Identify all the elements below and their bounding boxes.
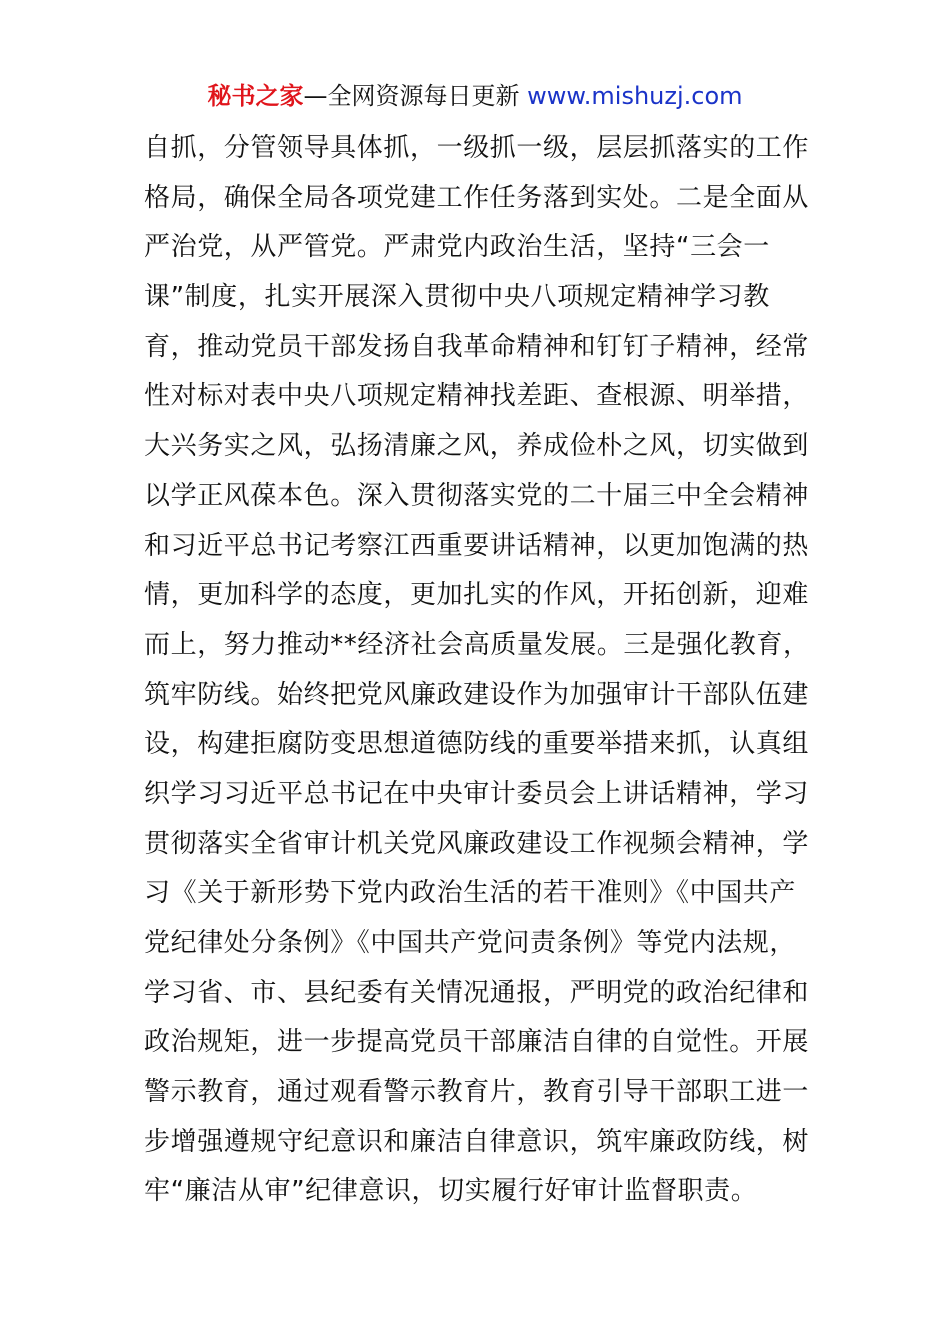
text-line: 格局，确保全局各项党建工作任务落到实处。二是全面从 <box>144 182 810 213</box>
text-line: 筑牢防线。始终把党风廉政建设作为加强审计干部队伍建 <box>144 679 810 710</box>
text-line: 党纪律处分条例》《中国共产党问责条例》等党内法规， <box>144 928 797 958</box>
text-line: 学习省、市、县纪委有关情况通报，严明党的政治纪律和 <box>144 977 810 1008</box>
text-line: 以学正风葆本色。深入贯彻落实党的二十届三中全会精神 <box>144 480 810 511</box>
text-line: 织学习习近平总书记在中央审计委员会上讲话精神，学习 <box>144 778 810 809</box>
text-line: 政治规矩，进一步提高党员干部廉洁自律的自觉性。开展 <box>144 1027 810 1058</box>
header-tagline: —全网资源每日更新 <box>303 82 528 110</box>
header-url[interactable]: www.mishuzj.com <box>527 82 743 110</box>
text-line: 步增强遵规守纪意识和廉洁自律意识，筑牢廉政防线，树 <box>144 1126 810 1157</box>
document-body <box>144 124 808 1217</box>
text-line: 大兴务实之风，弘扬清廉之风，养成俭朴之风，切实做到 <box>144 431 810 462</box>
text-line: 设，构建拒腐防变思想道德防线的重要举措来抓，认真组 <box>144 729 810 760</box>
text-line: 情，更加科学的态度，更加扎实的作风，开拓创新，迎难 <box>144 580 810 611</box>
text-line: 贯彻落实全省审计机关党风廉政建设工作视频会精神，学 <box>144 828 810 859</box>
text-line: 警示教育，通过观看警示教育片，教育引导干部职工进一 <box>144 1077 810 1108</box>
text-line: 育，推动党员干部发扬自我革命精神和钉钉子精神，经常 <box>144 331 810 362</box>
page-header <box>0 80 950 112</box>
text-line: 严治党，从严管党。严肃党内政治生活，坚持“三会一 <box>144 232 770 263</box>
text-line: 而上，努力推动**经济社会高质量发展。三是强化教育， <box>144 629 810 660</box>
header-brand: 秘书之家 <box>207 82 304 110</box>
text-line: 性对标对表中央八项规定精神找差距、查根源、明举措， <box>144 381 810 412</box>
text-line: 牢“廉洁从审”纪律意识，切实履行好审计监督职责。 <box>144 1176 758 1207</box>
text-line: 自抓，分管领导具体抓，一级抓一级，层层抓落实的工作 <box>144 133 810 163</box>
text-line: 习《关于新形势下党内政治生活的若干准则》《中国共产 <box>144 878 797 909</box>
text-line: 和习近平总书记考察江西重要讲话精神，以更加饱满的热 <box>144 530 810 561</box>
text-line: 课”制度，扎实开展深入贯彻中央八项规定精神学习教 <box>144 282 770 313</box>
